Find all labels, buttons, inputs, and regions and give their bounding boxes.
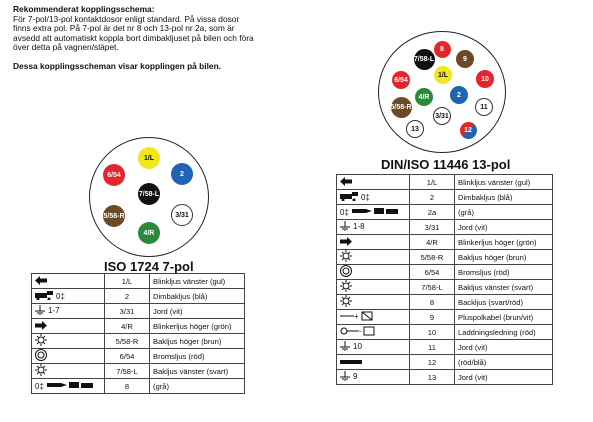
pin-number: 2 xyxy=(105,289,150,304)
din13-connector-diagram xyxy=(378,31,506,153)
intro-heading: Rekommenderat kopplingsschema: xyxy=(13,4,155,14)
intro-line: över detta på vagnen/släpet. xyxy=(13,42,119,53)
pin-description: Blinkljus vänster (gul) xyxy=(150,274,245,289)
intro-line: För 7-pol/13-pol kontaktdosor enligt standard. På vissa dosor xyxy=(13,13,240,24)
fog-car-icon xyxy=(35,381,97,392)
iso7-pin: 4/R xyxy=(138,222,160,244)
intro-line: avsedd att automatiskt koppla bort dimbakljuset på bilen och föra xyxy=(13,32,254,43)
pin-number: 13 xyxy=(410,370,455,385)
din13-pin: 3/31 xyxy=(433,107,451,125)
pin-number: 2 xyxy=(410,190,455,205)
pin-number: 4/R xyxy=(410,235,455,250)
pin-number: 7/58-L xyxy=(410,280,455,295)
pin-description: Backljus (svart/röd) xyxy=(455,295,553,310)
pin-description: Bromsljus (röd) xyxy=(150,349,245,364)
pin-number: 10 xyxy=(410,325,455,340)
pin-number: 5/58-R xyxy=(410,250,455,265)
ground-icon xyxy=(340,341,350,353)
din13-row xyxy=(337,235,553,250)
pin-number: 8 xyxy=(105,379,150,394)
din13-pin: 12 xyxy=(460,122,477,139)
pin-description: Dimbakljus (blå) xyxy=(455,190,553,205)
din13-row xyxy=(337,280,553,295)
pin-number: 12 xyxy=(410,355,455,370)
iso7-pin: 1/L xyxy=(138,147,160,169)
din13-pin-table xyxy=(336,174,553,385)
lamp-icon xyxy=(35,364,47,378)
iso7-pin-table xyxy=(31,273,245,394)
lamp-icon xyxy=(340,280,352,294)
pin-description: Bakljus höger (brun) xyxy=(455,250,553,265)
intro-text xyxy=(13,5,313,72)
arrow-left-icon xyxy=(340,177,352,188)
lamp-icon xyxy=(340,250,352,264)
ground-label: 10 xyxy=(353,342,362,352)
iso7-row xyxy=(32,289,245,304)
intro-line: finns extra pol. På 7-pol är det nr 8 och 13-pol nr 2a, som är xyxy=(13,23,235,34)
pin-description: Bakljus vänster (svart) xyxy=(455,280,553,295)
arrow-right-icon xyxy=(35,321,47,332)
din13-row xyxy=(337,220,553,235)
iso7-row xyxy=(32,304,245,319)
pin-number: 7/58-L xyxy=(105,364,150,379)
pin-number: 6/54 xyxy=(105,349,150,364)
fog-car-icon xyxy=(340,207,402,218)
din13-row xyxy=(337,190,553,205)
svg-text:~: ~ xyxy=(357,327,362,336)
din13-row xyxy=(337,325,553,340)
iso7-pin: 2 xyxy=(171,163,193,185)
ground-icon xyxy=(340,221,350,233)
iso7-row xyxy=(32,334,245,349)
din13-pin: 11 xyxy=(475,98,493,116)
din13-pin: 5/58-R xyxy=(391,97,412,118)
din13-row xyxy=(337,340,553,355)
lamp-icon xyxy=(35,334,47,348)
lamp-icon xyxy=(340,295,352,309)
din13-pin: 4/R xyxy=(415,88,433,106)
pin-description: Jord (vit) xyxy=(455,340,553,355)
pin-description: Jord (vit) xyxy=(150,304,245,319)
svg-text:0‡: 0‡ xyxy=(56,291,65,300)
pin-description: Bakljus vänster (svart) xyxy=(150,364,245,379)
pin-number: 3/31 xyxy=(410,220,455,235)
pin-description: Bakljus höger (brun) xyxy=(150,334,245,349)
din13-row xyxy=(337,370,553,385)
pin-number: 6/54 xyxy=(410,265,455,280)
pin-number: 3/31 xyxy=(105,304,150,319)
iso7-row xyxy=(32,319,245,334)
din13-pin: 8 xyxy=(434,41,451,58)
pin-description: Blinkljus vänster (gul) xyxy=(455,175,553,190)
pin-number: 4/R xyxy=(105,319,150,334)
din13-pin: 1/L xyxy=(434,66,452,84)
pin-number: 9 xyxy=(410,310,455,325)
pin-number: 5/58-R xyxy=(105,334,150,349)
din13-pin: 2 xyxy=(450,86,468,104)
iso7-row xyxy=(32,364,245,379)
pin-description: (grå) xyxy=(455,205,553,220)
iso7-connector-diagram xyxy=(89,137,209,257)
iso7-row xyxy=(32,349,245,364)
pin-description: Blinkerljus höger (grön) xyxy=(150,319,245,334)
ground-label: 9 xyxy=(353,372,358,382)
plus-cable-icon xyxy=(340,311,376,323)
svg-text:+: + xyxy=(354,312,359,321)
brake-icon xyxy=(35,349,47,363)
fog-light-icon xyxy=(340,192,374,203)
svg-text:0‡: 0‡ xyxy=(340,207,349,216)
iso7-pin: 3/31 xyxy=(171,204,193,226)
svg-text:0‡: 0‡ xyxy=(35,381,44,390)
din13-row xyxy=(337,175,553,190)
din13-row xyxy=(337,205,553,220)
pin-number: 8 xyxy=(410,295,455,310)
iso7-row xyxy=(32,379,245,394)
pin-description: Jord (vit) xyxy=(455,370,553,385)
pin-description: (grå) xyxy=(150,379,245,394)
arrow-left-icon xyxy=(35,276,47,287)
bar-icon xyxy=(340,358,362,367)
charge-cable-icon xyxy=(340,326,376,338)
ground-label: 1-7 xyxy=(48,306,60,316)
iso7-title: ISO 1724 7-pol xyxy=(104,259,194,274)
din13-pin: 7/58-L xyxy=(414,49,435,70)
din13-row xyxy=(337,355,553,370)
pin-description: Blinkerljus höger (grön) xyxy=(455,235,553,250)
intro-subheading: Dessa kopplingsscheman visar kopplingen på bilen. xyxy=(13,60,222,71)
din13-pin: 13 xyxy=(406,120,424,138)
pin-number: 11 xyxy=(410,340,455,355)
pin-description: Pluspolkabel (brun/vit) xyxy=(455,310,553,325)
din13-row xyxy=(337,310,553,325)
svg-text:0‡: 0‡ xyxy=(361,192,370,201)
pin-number: 1/L xyxy=(105,274,150,289)
pin-description: Jord (vit) xyxy=(455,220,553,235)
pin-number: 2a xyxy=(410,205,455,220)
pin-description: Laddningsledning (röd) xyxy=(455,325,553,340)
iso7-pin: 6/54 xyxy=(103,164,125,186)
pin-description: Bromsljus (röd) xyxy=(455,265,553,280)
din13-row xyxy=(337,295,553,310)
fog-light-icon xyxy=(35,291,69,302)
arrow-right-icon xyxy=(340,237,352,248)
pin-number: 1/L xyxy=(410,175,455,190)
iso7-pin: 5/58-R xyxy=(103,205,125,227)
iso7-pin: 7/58-L xyxy=(138,183,160,205)
ground-icon xyxy=(340,371,350,383)
iso7-row xyxy=(32,274,245,289)
brake-icon xyxy=(340,265,352,279)
pin-description: Dimbakljus (blå) xyxy=(150,289,245,304)
din13-row xyxy=(337,265,553,280)
din13-pin: 10 xyxy=(476,70,494,88)
ground-label: 1-8 xyxy=(353,222,365,232)
pin-description: (röd/blå) xyxy=(455,355,553,370)
din13-row xyxy=(337,250,553,265)
ground-icon xyxy=(35,305,45,317)
din13-title: DIN/ISO 11446 13-pol xyxy=(381,157,511,172)
din13-pin: 6/54 xyxy=(392,71,410,89)
din13-pin: 9 xyxy=(456,50,474,68)
